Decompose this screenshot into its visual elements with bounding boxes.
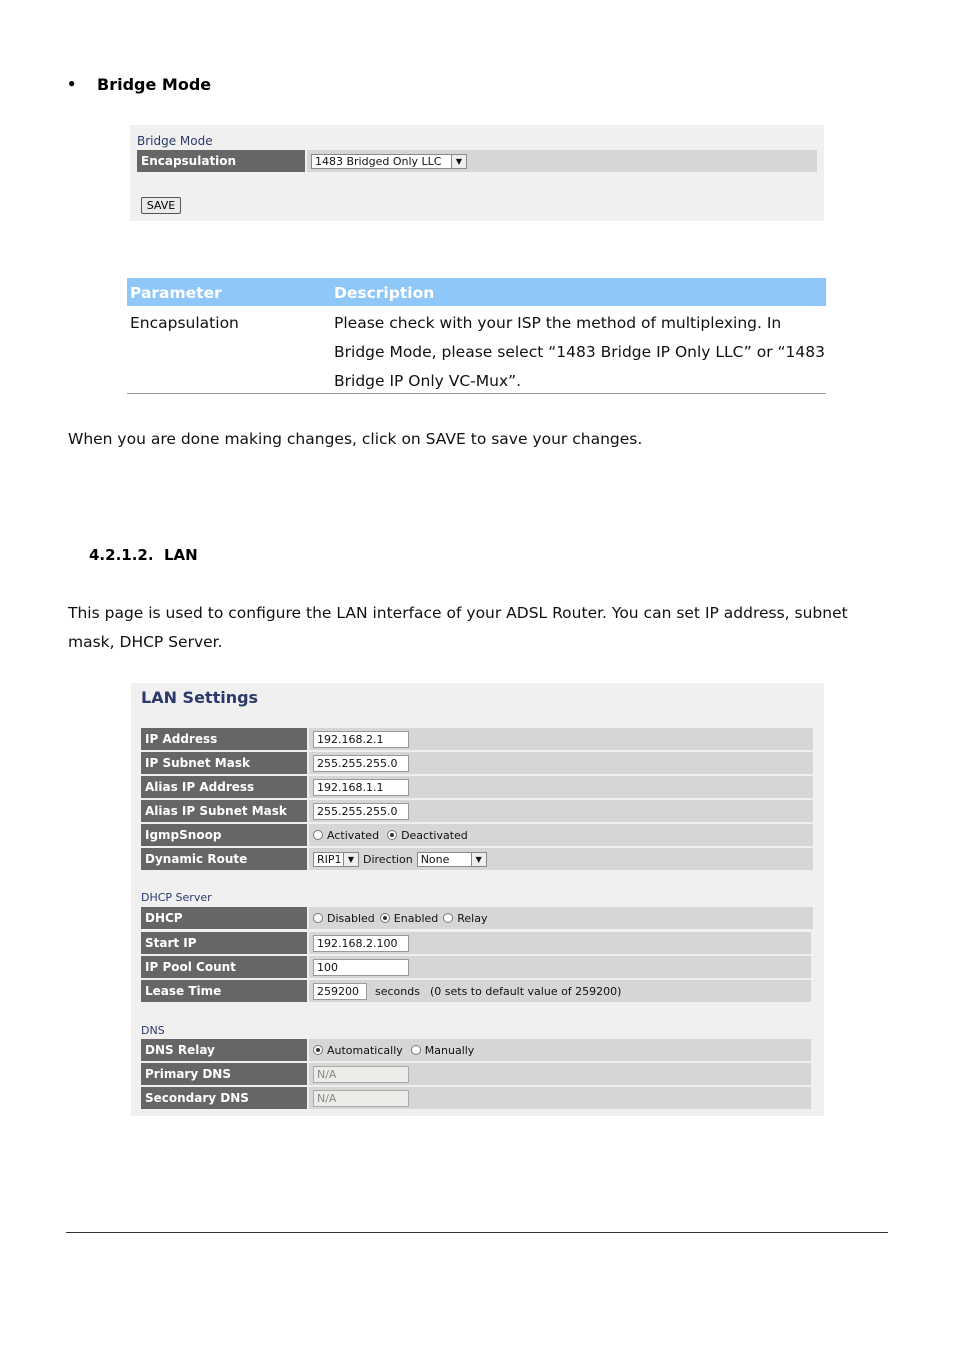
- primary-dns-input: N/A: [313, 1066, 409, 1083]
- lease-unit: seconds: [375, 984, 420, 998]
- dns-section-label: DNS: [141, 1024, 165, 1037]
- dns-relay-cell: [309, 1039, 811, 1061]
- footer-divider: [66, 1232, 888, 1233]
- desc-col-header: Description: [334, 284, 435, 302]
- alias-subnet-cell: [309, 800, 813, 822]
- table-divider: [127, 393, 826, 394]
- alias-subnet-label: Alias IP Subnet Mask: [141, 800, 307, 822]
- radio-selected-icon[interactable]: [387, 830, 397, 840]
- igmp-activated-label: Activated: [327, 828, 380, 842]
- radio-icon[interactable]: [411, 1045, 421, 1055]
- dhcp-label: DHCP: [141, 907, 307, 929]
- lan-section-heading: 4.2.1.2. LAN: [89, 546, 198, 564]
- igmp-deactivated-label: Deactivated: [401, 828, 468, 842]
- dynamic-route-cell: [309, 848, 813, 870]
- secondary-dns-input: N/A: [313, 1090, 409, 1107]
- alias-ip-label: Alias IP Address: [141, 776, 307, 798]
- save-note: When you are done making changes, click on SAVE to save your changes.: [68, 430, 643, 448]
- alias-ip-cell: [309, 776, 813, 798]
- direction-value: None: [420, 852, 450, 866]
- igmp-snoop-cell: [309, 824, 813, 846]
- lan-settings-panel: [131, 683, 824, 1116]
- dhcp-disabled-option[interactable]: [313, 912, 375, 925]
- igmp-snoop-label: IgmpSnoop: [141, 824, 307, 846]
- direction-select[interactable]: [417, 852, 487, 867]
- bridge-mode-heading: Bridge Mode: [97, 75, 212, 94]
- igmp-activated-option[interactable]: [313, 829, 379, 842]
- primary-dns-label: Primary DNS: [141, 1063, 307, 1085]
- secondary-dns-label: Secondary DNS: [141, 1087, 307, 1109]
- dhcp-relay-label: Relay: [457, 911, 488, 925]
- ip-address-input[interactable]: 192.168.2.1: [313, 731, 409, 748]
- dynamic-route-label: Dynamic Route: [141, 848, 307, 870]
- subnet-mask-label: IP Subnet Mask: [141, 752, 307, 774]
- radio-icon[interactable]: [313, 913, 323, 923]
- igmp-deactivated-option[interactable]: [387, 829, 468, 842]
- ip-address-label: IP Address: [141, 728, 307, 750]
- direction-label: Direction: [363, 852, 413, 866]
- dynamic-route-select[interactable]: [313, 852, 359, 867]
- dhcp-cell: [309, 907, 813, 929]
- dhcp-enabled-label: Enabled: [393, 911, 439, 925]
- param-row-desc-1: Please check with your ISP the method of multiplexing. In: [334, 314, 782, 332]
- save-button[interactable]: SAVE: [141, 197, 181, 214]
- radio-selected-icon[interactable]: [380, 913, 390, 923]
- encapsulation-select-value: 1483 Bridged Only LLC: [315, 154, 442, 168]
- radio-selected-icon[interactable]: [313, 1045, 323, 1055]
- alias-subnet-input[interactable]: 255.255.255.0: [313, 803, 409, 820]
- lan-intro-1: This page is used to configure the LAN interface of your ADSL Router. You can set IP address, subnet: [68, 604, 848, 622]
- lease-time-input[interactable]: 259200: [313, 983, 367, 1000]
- start-ip-input[interactable]: 192.168.2.100: [313, 935, 409, 952]
- primary-dns-cell: [309, 1063, 811, 1085]
- lease-time-cell: [309, 980, 811, 1002]
- dns-relay-label: DNS Relay: [141, 1039, 307, 1061]
- dns-auto-option[interactable]: [313, 1044, 403, 1057]
- chevron-down-icon: ▼: [471, 853, 486, 866]
- start-ip-label: Start IP: [141, 932, 307, 954]
- secondary-dns-cell: [309, 1087, 811, 1109]
- dns-manual-label: Manually: [424, 1043, 475, 1057]
- ip-address-cell: [309, 728, 813, 750]
- lease-note: (0 sets to default value of 259200): [429, 984, 622, 998]
- subnet-mask-cell: [309, 752, 813, 774]
- chevron-down-icon: ▼: [343, 853, 358, 866]
- dhcp-enabled-option[interactable]: [380, 912, 438, 925]
- param-row-name: Encapsulation: [130, 314, 239, 332]
- dhcp-disabled-label: Disabled: [327, 911, 375, 925]
- encapsulation-select[interactable]: [311, 154, 467, 169]
- encapsulation-label: Encapsulation: [137, 150, 305, 172]
- radio-icon[interactable]: [443, 913, 453, 923]
- param-row-desc-2: Bridge Mode, please select “1483 Bridge IP Only LLC” or “1483: [334, 343, 825, 361]
- lan-settings-title: LAN Settings: [141, 688, 259, 707]
- start-ip-cell: [309, 932, 811, 954]
- dns-manual-option[interactable]: [411, 1044, 475, 1057]
- dhcp-relay-option[interactable]: [443, 912, 487, 925]
- subnet-mask-input[interactable]: 255.255.255.0: [313, 755, 409, 772]
- param-col-header: Parameter: [130, 284, 222, 302]
- param-row-desc-3: Bridge IP Only VC-Mux”.: [334, 372, 522, 390]
- bridge-panel-title: Bridge Mode: [137, 134, 213, 148]
- bullet-icon: ●: [68, 76, 76, 90]
- lease-time-label: Lease Time: [141, 980, 307, 1002]
- dhcp-server-section-label: DHCP Server: [141, 891, 212, 904]
- alias-ip-input[interactable]: 192.168.1.1: [313, 779, 409, 796]
- bridge-mode-panel: [130, 125, 824, 221]
- radio-icon[interactable]: [313, 830, 323, 840]
- chevron-down-icon: ▼: [451, 155, 466, 168]
- encapsulation-cell: [307, 150, 817, 172]
- dynamic-route-value: RIP1: [317, 852, 342, 866]
- dns-auto-label: Automatically: [327, 1043, 403, 1057]
- param-table-header: [127, 278, 826, 306]
- lan-intro-2: mask, DHCP Server.: [68, 633, 223, 651]
- pool-count-cell: [309, 956, 811, 978]
- pool-count-input[interactable]: 100: [313, 959, 409, 976]
- pool-count-label: IP Pool Count: [141, 956, 307, 978]
